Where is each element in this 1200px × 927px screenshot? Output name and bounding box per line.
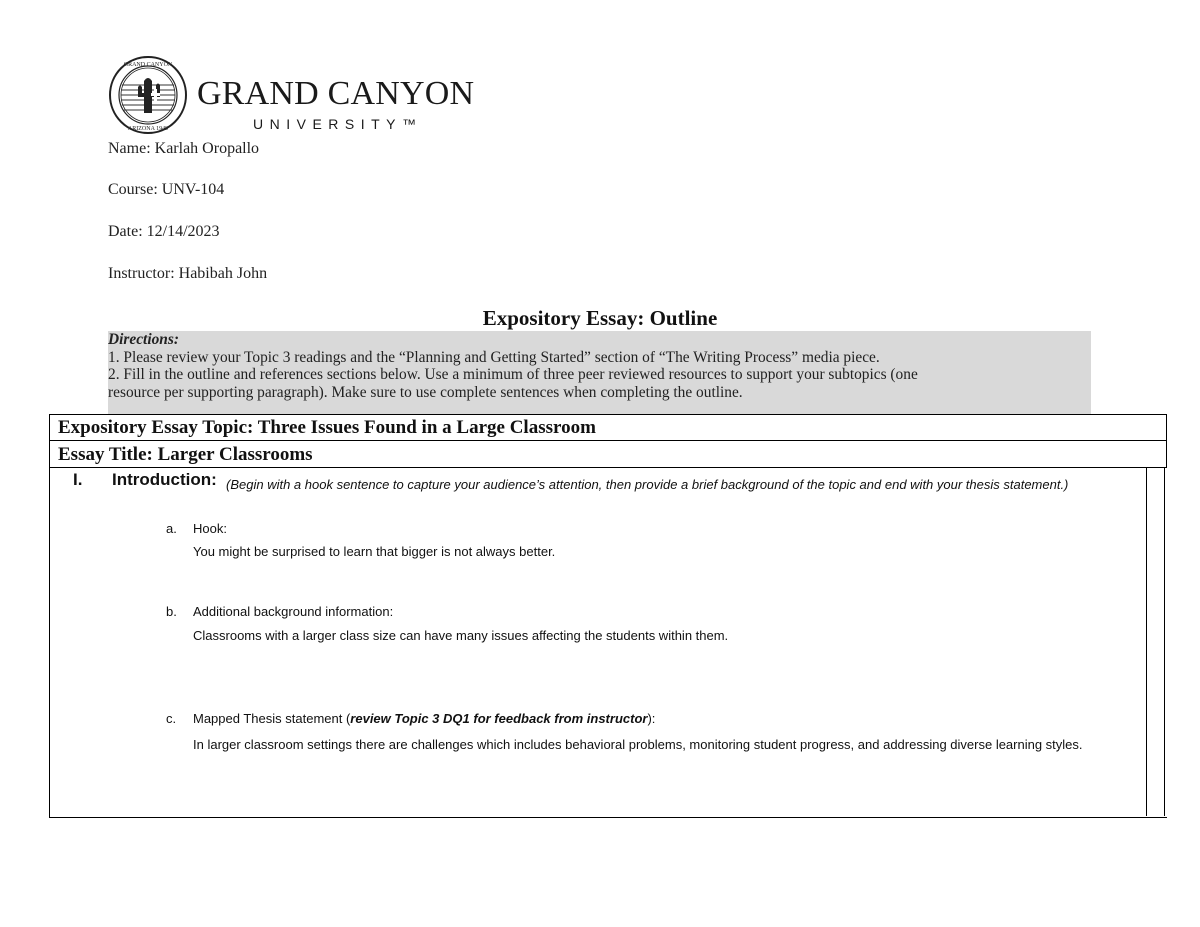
- item-letter-c: c.: [166, 711, 177, 726]
- submission-date: Date: 12/14/2023: [108, 223, 220, 240]
- university-logo: [108, 55, 488, 137]
- introduction-instructions: (Begin with a hook sentence to capture your audience’s attention, then provide a brief background of the topic and end with your thesis statement.): [226, 477, 1069, 492]
- thesis-label: [193, 711, 655, 726]
- hook-label: Hook:: [193, 521, 227, 536]
- thesis-answer: In larger classroom settings there are challenges which includes behavioral problems, monitoring student progress, and addressing diverse learning styles.: [193, 737, 1083, 752]
- background-label: Additional background information:: [193, 604, 394, 619]
- directions-line-2: 2. Fill in the outline and references sections below. Use a minimum of three peer reviewed resources to support your subtopics (one: [108, 366, 918, 383]
- logo-university-name: GRAND CANYON: [197, 75, 475, 112]
- university-seal-icon: [108, 55, 188, 135]
- logo-university-subtitle: UNIVERSITY™: [253, 116, 423, 132]
- table-column-divider: [1146, 468, 1147, 816]
- thesis-label-start: Mapped Thesis statement (: [193, 711, 351, 726]
- item-letter-b: b.: [166, 604, 177, 619]
- document-title: Expository Essay: Outline: [482, 306, 718, 330]
- essay-title-row: Essay Title: Larger Classrooms: [50, 442, 1167, 468]
- table-border-right-lower: [1164, 468, 1165, 816]
- table-border-right: [1166, 414, 1167, 468]
- directions-line-1: 1. Please review your Topic 3 readings and the “Planning and Getting Started” section of “The Writing Process” media piece.: [108, 348, 880, 366]
- thesis-label-emphasis: review Topic 3 DQ1 for feedback from instructor: [350, 711, 648, 726]
- course-code: Course: UNV-104: [108, 181, 225, 198]
- background-answer: Classrooms with a larger class size can have many issues affecting the students within them.: [193, 628, 729, 643]
- item-letter-a: a.: [166, 521, 177, 536]
- hook-answer: You might be surprised to learn that bigger is not always better.: [193, 544, 556, 559]
- directions-line-3: resource per supporting paragraph). Make sure to use complete sentences when completing the outline.: [108, 383, 743, 401]
- directions-box: [108, 331, 1091, 414]
- introduction-heading: Introduction:: [112, 470, 217, 489]
- instructor-name: Instructor: Habibah John: [108, 265, 268, 282]
- svg-text:ARIZONA 1949: ARIZONA 1949: [127, 126, 169, 132]
- essay-topic-row: Expository Essay Topic: Three Issues Found in a Large Classroom: [50, 415, 1167, 441]
- thesis-label-end: ):: [647, 711, 656, 726]
- svg-text:GRAND CANYON: GRAND CANYON: [123, 62, 173, 68]
- student-name: Name: Karlah Oropallo: [108, 140, 260, 157]
- outline-numeral: I.: [73, 470, 83, 489]
- directions-header: Directions:: [108, 331, 179, 348]
